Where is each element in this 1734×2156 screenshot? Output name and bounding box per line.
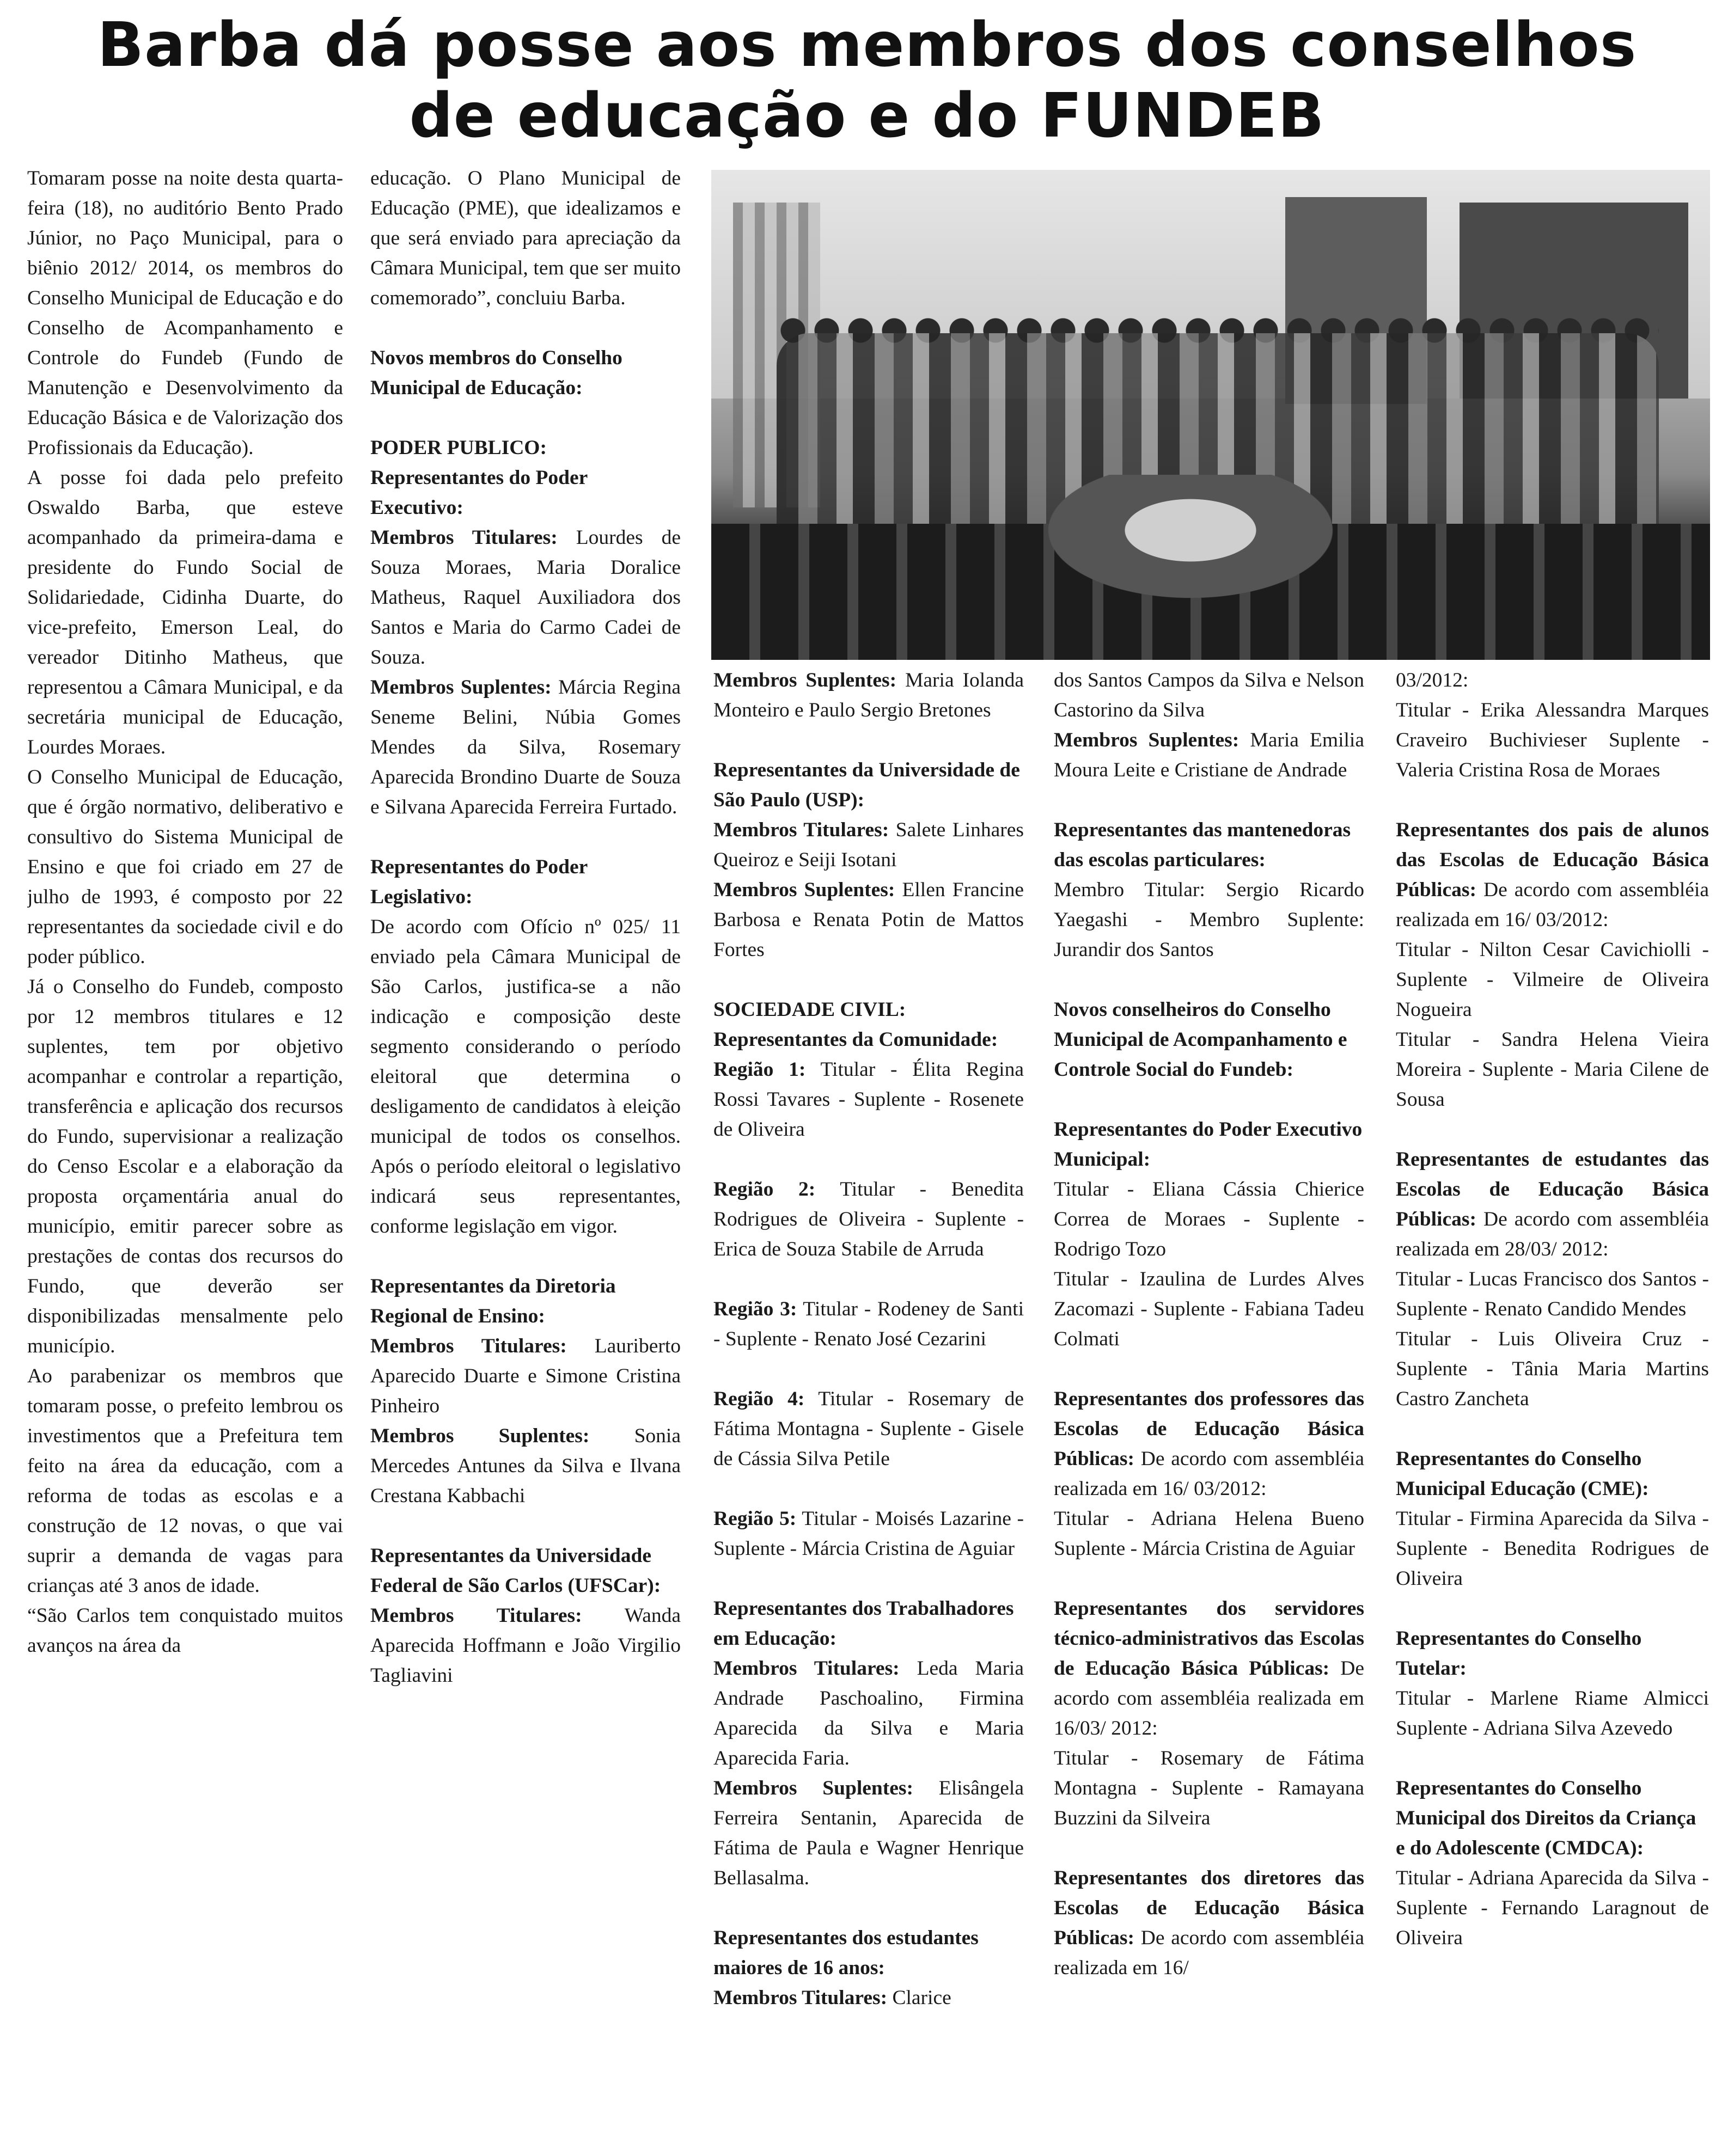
paragraph: Titular - Sandra Helena Vieira Moreira - Suplente - Maria Cilene de Sousa [1396,1028,1709,1111]
entry-label: Membros Suplentes: [370,676,552,699]
entry-label: Representantes dos diretores das Escolas de Educação Básica Públicas: [1054,1867,1364,1949]
section-heading: Representantes dos estudantes maiores de 16 anos: [713,1927,979,1979]
article-column-1 [27,163,343,2156]
entry-text: Lourdes de Souza Moraes, Maria Doralice Matheus, Raquel Auxiliadora dos Santos e Maria do Carmo Cadei de Souza. [370,526,681,669]
members-entry [1054,1384,1364,1504]
article-column-5 [1396,665,1709,2156]
paragraph: De acordo com Ofício nº 025/ 11 enviado pela Câmara Municipal de São Carlos, justifica-se a não indicação e composição deste segmento considerando o período eleitoral que determina o desligamento de candidatos à eleição municipal de todos os conselhos. Após o período eleitoral o legislativo indicará seus representantes, conforme legislação em vigor. [370,916,681,1238]
entry-label: Membros Titulares: [370,1335,567,1357]
headline [0,10,1734,151]
members-entry [370,672,681,822]
article-column-3 [713,665,1024,2156]
entry-label: Membros Suplentes: [370,1425,590,1447]
entry-text: Salete Linhares Queiroz e Seiji Isotani [713,819,1024,871]
entry-text: Titular - Benedita Rodrigues de Oliveira - Suplente - Erica de Souza Stabile de Arruda [713,1178,1024,1260]
entry-label: Região 4: [713,1388,805,1410]
members-entry [1054,725,1364,785]
paragraph: Titular - Marlene Riame Almicci Suplente - Adriana Silva Azevedo [1396,1687,1709,1739]
members-entry [713,665,1024,725]
entry-label: Membros Suplentes: [713,879,895,901]
members-entry [1054,1594,1364,1743]
section-heading: Representantes do Poder Legislativo: [370,856,588,908]
paragraph: Já o Conselho do Fundeb, composto por 12 membros titulares e 12 suplentes, tem por objetivo acompanhar e controlar a repartição, transferência e aplicação dos recursos do Fundo, supervisionar a realização do Censo Escolar e a elaboração da proposta orçamentária anual do município, emitir parecer sobre as prestações de contas dos recursos do Fundo, que deverão ser disponibilizadas mensalmente pelo município. [27,976,343,1357]
entry-text: Ellen Francine Barbosa e Renata Potin de Mattos Fortes [713,879,1024,961]
members-entry [1054,1863,1364,1983]
entry-text: Titular - Élita Regina Rossi Tavares - Suplente - Rosenete de Oliveira [713,1058,1024,1141]
paragraph: Titular - Rosemary de Fátima Montagna - Suplente - Ramayana Buzzini da Silveira [1054,1747,1364,1829]
section-heading: Representantes do Poder Executivo Municipal: [1054,1118,1363,1171]
entry-text: Clarice [887,1987,951,2009]
paragraph: Titular - Adriana Helena Bueno Suplente - Márcia Cristina de Aguiar [1054,1508,1364,1560]
entry-text: Maria Iolanda Monteiro e Paulo Sergio Bretones [713,669,1024,721]
article-column-4 [1054,665,1364,2156]
entry-text: Titular - Rodeney de Santi - Suplente - Renato José Cezarini [713,1298,1024,1350]
entry-text: Leda Maria Andrade Paschoalino, Firmina Aparecida da Silva e Maria Aparecida Faria. [713,1657,1024,1769]
entry-text: De acordo com assembléia realizada em 16/ 03/2012: [1396,879,1709,931]
entry-label: Representantes dos servidores técnico-administrativos das Escolas de Educação Básica Públicas: [1054,1597,1364,1680]
paragraph: Ao parabenizar os membros que tomaram posse, o prefeito lembrou os investimentos que a Prefeitura tem feito na área da educação, com a reforma de todas as escolas e a construção de 12 novas, o que vai suprir a demanda de vagas para crianças até 3 anos de idade. [27,1365,343,1597]
region-entry [713,1384,1024,1474]
entry-label: Região 3: [713,1298,797,1320]
entry-label: Membros Titulares: [713,1657,900,1680]
entry-label: Membros Suplentes: [713,669,897,691]
entry-text: Elisângela Ferreira Sentanin, Aparecida de Fátima de Paula e Wagner Henrique Bellasalma. [713,1777,1024,1889]
section-heading: Representantes da Universidade de São Paulo (USP): [713,759,1020,811]
region-entry [713,1174,1024,1264]
members-entry [370,523,681,672]
members-entry [370,1331,681,1421]
entry-text: De acordo com assembléia realizada em 16/ 03/2012: [1054,1448,1364,1500]
section-heading: Representantes das mantenedoras das escolas particulares: [1054,819,1351,871]
paragraph: Titular - Luis Oliveira Cruz - Suplente - Tânia Maria Martins Castro Zancheta [1396,1328,1709,1410]
paragraph: educação. O Plano Municipal de Educação (PME), que idealizamos e que será enviado para apreciação da Câmara Municipal, tem que ser muito comemorado”, concluiu Barba. [370,167,681,309]
region-entry [713,1504,1024,1564]
section-heading: Representantes do Conselho Tutelar: [1396,1627,1642,1680]
ceremony-photo [711,170,1710,660]
section-heading: SOCIEDADE CIVIL: [713,999,906,1021]
paragraph: Titular - Firmina Aparecida da Silva - Suplente - Benedita Rodrigues de Oliveira [1396,1508,1709,1590]
members-entry [370,1421,681,1511]
section-heading: Representantes da Comunidade: [713,1028,998,1051]
entry-text: Márcia Regina Seneme Belini, Núbia Gomes Mendes da Silva, Rosemary Aparecida Brondino Duarte de Souza e Silvana Aparecida Ferreira Furtado. [370,676,681,818]
entry-label: Região 2: [713,1178,816,1200]
section-heading: Representantes dos Trabalhadores em Educação: [713,1597,1014,1650]
entry-text: De acordo com assembléia realizada em 16/ [1054,1927,1364,1979]
headline-line-1: Barba dá posse aos membros dos conselhos [97,10,1637,81]
paragraph: Titular - Adriana Aparecida da Silva - Suplente - Fernando Laragnout de Oliveira [1396,1867,1709,1949]
paragraph: Titular - Erika Alessandra Marques Craveiro Buchivieser Suplente - Valeria Cristina Rosa de Moraes [1396,699,1709,781]
region-entry [713,1294,1024,1354]
entry-label: Membros Titulares: [713,1987,888,2009]
entry-label: Membros Suplentes: [1054,729,1240,751]
entry-text: Titular - Rosemary de Fátima Montagna - Suplente - Gisele de Cássia Silva Petile [713,1388,1024,1470]
section-heading: Representantes do Poder Executivo: [370,467,588,519]
entry-label: Membros Titulares: [713,819,889,841]
article-column-2 [370,163,681,2156]
entry-label: Representantes de estudantes das Escolas de Educação Básica Públicas: [1396,1148,1709,1230]
section-heading: Representantes do Conselho Municipal Educação (CME): [1396,1448,1649,1500]
entry-text: Maria Emilia Moura Leite e Cristiane de Andrade [1054,729,1364,781]
paragraph: Tomaram posse na noite desta quarta-feira (18), no auditório Bento Prado Júnior, no Paço Municipal, para o biênio 2012/ 2014, os membros do Conselho Municipal de Educação e do Conselho de Acompanhamento e Controle do Fundeb (Fundo de Manutenção e Desenvolvimento da Educação Básica e de Valorização dos Profissionais da Educação). [27,167,343,459]
members-entry [370,1601,681,1690]
members-entry [1396,1144,1709,1264]
entry-label: Região 1: [713,1058,806,1081]
entry-text: De acordo com assembléia realizada em 28/03/ 2012: [1396,1208,1709,1260]
section-heading: Representantes da Diretoria Regional de Ensino: [370,1275,616,1327]
members-entry [713,1773,1024,1893]
entry-text: Sonia Mercedes Antunes da Silva e Ilvana Crestana Kabbachi [370,1425,681,1507]
paragraph: A posse foi dada pelo prefeito Oswaldo Barba, que esteve acompanhado da primeira-dama e presidente do Fundo Social de Solidariedade, Cidinha Duarte, do vice-prefeito, Emerson Leal, do vereador Ditinho Matheus, que representou a Câmara Municipal, e da secretária municipal de Educação, Lourdes Moraes. [27,467,343,758]
members-entry [1396,815,1709,935]
entry-label: Representantes dos pais de alunos das Escolas de Educação Básica Públicas: [1396,819,1709,901]
entry-text: Titular - Moisés Lazarine - Suplente - Márcia Cristina de Aguiar [713,1508,1024,1560]
paragraph: Titular - Izaulina de Lurdes Alves Zacomazi - Suplente - Fabiana Tadeu Colmati [1054,1268,1364,1350]
entry-text: Lauriberto Aparecido Duarte e Simone Cristina Pinheiro [370,1335,681,1417]
members-entry [713,875,1024,965]
paragraph: dos Santos Campos da Silva e Nelson Castorino da Silva [1054,669,1364,721]
section-heading: Representantes do Conselho Municipal dos Direitos da Criança e do Adolescente (CMDCA): [1396,1777,1696,1859]
members-entry [713,1983,1024,2013]
entry-label: Representantes dos professores das Escolas de Educação Básica Públicas: [1054,1388,1364,1470]
entry-label: Região 5: [713,1508,797,1530]
paragraph: “São Carlos tem conquistado muitos avanços na área da [27,1604,343,1657]
section-heading: Novos membros do Conselho Municipal de Educação: [370,347,622,399]
paragraph: Membro Titular: Sergio Ricardo Yaegashi - Membro Suplente: Jurandir dos Santos [1054,879,1364,961]
entry-label: Membros Suplentes: [713,1777,913,1799]
members-entry [713,815,1024,875]
section-heading: Novos conselheiros do Conselho Municipal de Acompanhamento e Controle Social do Fundeb: [1054,999,1347,1081]
headline-line-2: de educação e do FUNDEB [409,81,1325,151]
entry-label: Membros Titulares: [370,526,558,549]
entry-text: Wanda Aparecida Hoffmann e João Virgilio Tagliavini [370,1604,681,1687]
paragraph: Titular - Nilton Cesar Cavichiolli - Suplente - Vilmeire de Oliveira Nogueira [1396,939,1709,1021]
paragraph: 03/2012: [1396,669,1469,691]
section-heading: PODER PUBLICO: [370,437,547,459]
members-entry [713,1653,1024,1773]
paragraph: Titular - Lucas Francisco dos Santos - Suplente - Renato Candido Mendes [1396,1268,1709,1320]
paragraph: Titular - Eliana Cássia Chierice Correa de Moraes - Suplente - Rodrigo Tozo [1054,1178,1364,1260]
entry-label: Membros Titulares: [370,1604,582,1627]
section-heading: Representantes da Universidade Federal de São Carlos (UFSCar): [370,1545,661,1597]
audience [918,475,1463,660]
region-entry [713,1055,1024,1144]
entry-text: De acordo com assembléia realizada em 16/03/ 2012: [1054,1657,1364,1739]
paragraph: O Conselho Municipal de Educação, que é órgão normativo, deliberativo e consultivo do Sistema Municipal de Ensino e que foi criado em 27 de julho de 1993, é composto por 22 representantes da sociedade civil e do poder público. [27,766,343,968]
